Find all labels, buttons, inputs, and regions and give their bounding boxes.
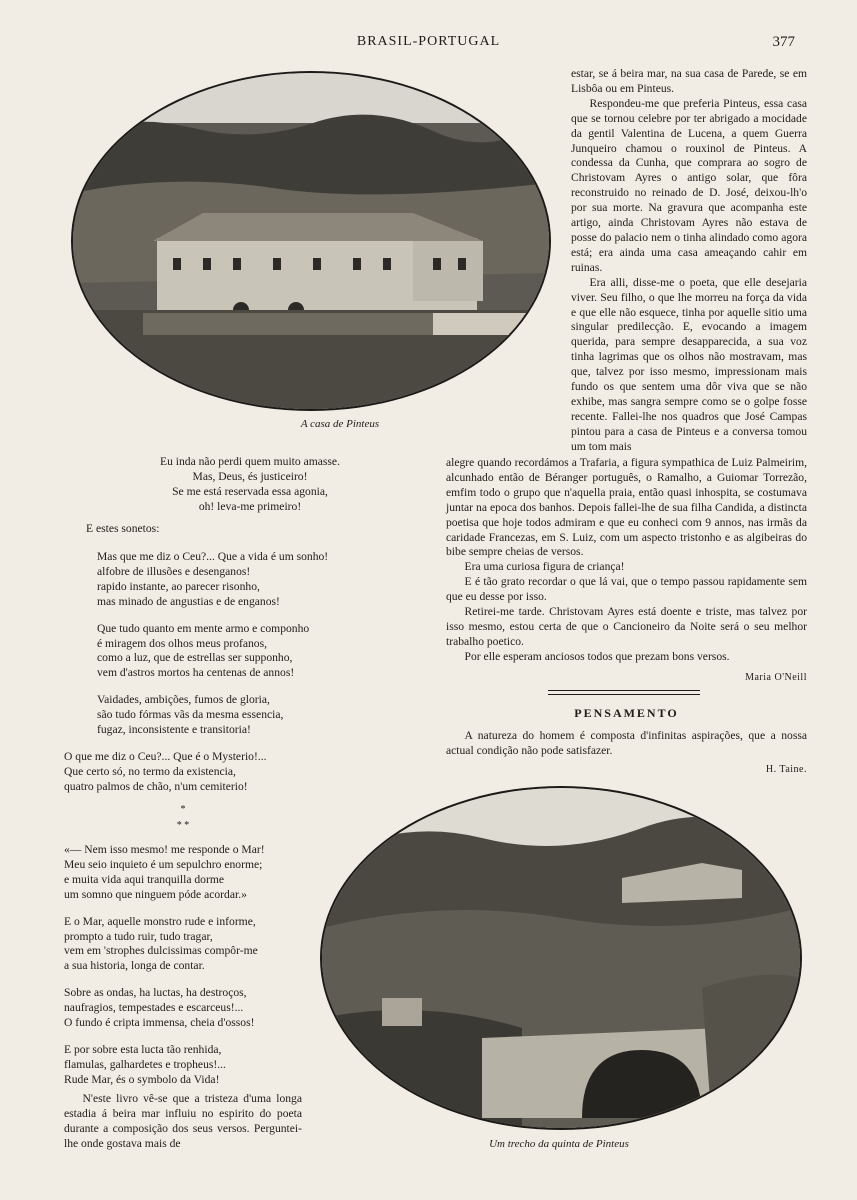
verse-line: prompto a tudo ruir, tudo tragar, — [64, 929, 213, 943]
verse-line: um somno que ninguem póde acordar.» — [64, 887, 247, 901]
paragraph: Era uma curiosa figura de criança! — [464, 560, 625, 574]
verse-line: Rude Mar, és o symbolo da Vida! — [64, 1072, 220, 1086]
poem-stanza — [64, 915, 324, 975]
verse-line: é miragem dos olhos meus profanos, — [97, 636, 268, 650]
paragraph: Por elle esperam anciosos todos que prezam bons versos. — [464, 649, 730, 663]
photo-quinta-de-pinteus — [320, 786, 802, 1130]
verse-line: e muita vida aqui tranquilla dorme — [64, 872, 225, 886]
verse-line: O fundo é cripta immensa, cheia d'ossos! — [64, 1016, 255, 1030]
sonnet-stanza — [64, 550, 404, 610]
verse-line: alfobre de illusões e desenganos! — [97, 564, 251, 578]
sonnet-stanza — [64, 693, 404, 738]
verse-line: Mas, Deus, és justiceiro! — [192, 469, 308, 483]
verse-line: Meu seio inquieto é um sepulchro enorme; — [64, 857, 263, 871]
figure-caption-bottom: Um trecho da quinta de Pinteus — [489, 1138, 629, 1150]
verse-line: E por sobre esta lucta tão renhida, — [64, 1042, 222, 1056]
poem-stanza — [64, 1043, 324, 1088]
verse-line: Se me está reservada essa agonia, — [172, 484, 328, 498]
separator-star: * * — [176, 820, 190, 831]
verse-line: vem d'astros mortos ha centenas de annos! — [97, 666, 295, 680]
verse-line: E o Mar, aquelle monstro rude e informe, — [64, 914, 256, 928]
verse-line: Mas que me diz o Ceu?... Que a vida é um sonho! — [97, 550, 329, 563]
running-header: BRASIL-PORTUGAL — [356, 34, 501, 49]
paragraph: E é tão grato recordar o que lá vai, que o tempo passou rapidamente sem que eu desse por isso. — [446, 575, 807, 604]
poem-stanza — [64, 843, 324, 903]
verse-line: oh! leva-me primeiro! — [198, 499, 302, 513]
sonnet-stanza — [64, 750, 404, 795]
pensamento-text: A natureza do homem é composta d'infinitas aspirações, que a nossa actual condição não pode satisfazer. — [446, 729, 807, 757]
sonnet-stanza — [64, 622, 404, 682]
verse-line: são tudo fórmas vãs da mesma essencia, — [97, 708, 284, 722]
verse-line: Sobre as ondas, ha luctas, ha destroços, — [64, 986, 247, 1000]
verse-line: rapido instante, ao parecer risonho, — [97, 579, 260, 593]
paragraph: Era alli, disse-me o poeta, que elle desejaria viver. Seu filho, o que lhe morreu na força da vida e que elle não esquece, tinha por aquelle sitio uma singular predilecção. E, evocando a imagem querida, para sempre desapparecida, a sua voz tinha lagrimas que os olhos não mostravam, mas que, talvez por isso mesmo, impressionam mais fundo os que sentem uma dôr viva que se não exhibe, mas sangra sempre como se o golpe fosse recente. Fallei-lhe nos quadros que José Campas pintou para a casa de Pinteus e a conversa tomou um tom mais — [571, 275, 807, 453]
sonnets-intro: E estes sonetos: — [86, 522, 160, 535]
sea-poem — [64, 843, 324, 1100]
divider-rule — [548, 690, 700, 691]
pensamento-title: PENSAMENTO — [574, 706, 679, 720]
pensamento-block — [446, 729, 807, 778]
verse-line: O que me diz o Ceu?... Que é o Mysterio!... — [64, 749, 267, 763]
verse-line: flamulas, galhardetes e tropheus!... — [64, 1057, 226, 1071]
sonnet — [64, 550, 404, 807]
poem-stanza — [64, 986, 324, 1031]
verse-line: Vaidades, ambições, fumos de gloria, — [97, 693, 270, 707]
verse-line: quatro palmos de chão, n'um cemiterio! — [64, 779, 248, 793]
article-wide-block — [446, 456, 807, 686]
verse-line: naufragios, tempestades e escarceus!... — [64, 1001, 244, 1015]
paragraph: Respondeu-me que preferia Pinteus, essa casa que se tornou celebre por ter abrigado a mocidade da gentil Valentina de Lucena, a quem Guerra Junqueiro chamou o rouxinol de Pinteus. A condessa da Cunha, que comprara ao sogro de Christovam Ayres o antigo solar, que fôra reconstruido no reinado de D. José, deixou-lh'o por sua morte. Na gravura que acompanha este artigo, ainda Christovam Ayres não estava de posse do palacio nem o tinha alindado como agora está; era ainda uma casa ameaçando cahir em ruinas. — [571, 96, 807, 274]
paragraph: alegre quando recordámos a Trafaria, a figura sympathica de Luiz Palmeirim, alcunhado então de Béranger português, o Ramalho, a Guiomar Torrezão, emfim todo o grupo que n'aquella praia, então quasi inhospita, se costumava juntar na epoca dos banhos. Depois fallei-lhe de sua filha Candida, a distincta poetisa que hoje todos admiram e que eu conheci com 9 annos, nas irmãs da caridade Francezas, em S. Luiz, com um aspecto tristonho e as algibeiras do bibe sempre cheias de versos. — [446, 456, 807, 559]
verse-line: Eu inda não perdi quem muito amasse. — [160, 455, 340, 468]
paragraph: Retirei-me tarde. Christovam Ayres está doente e triste, mas talvez por isso mesmo, estou certa de que o Cancioneiro da Noite será o seu melhor trabalho poetico. — [446, 605, 807, 648]
separator-star: * — [180, 804, 186, 815]
verse-line: Que certo só, no termo da existencia, — [64, 764, 236, 778]
verse-line: como a luz, que de estrellas ser supponho, — [97, 651, 293, 665]
divider-rule — [548, 694, 700, 695]
verse-line: mas minado de angustias e de enganos! — [97, 594, 280, 608]
verse-line: Que tudo quanto em mente armo e componho — [97, 621, 310, 635]
pensamento-author: H. Taine. — [765, 763, 807, 775]
verse-line: vem em 'strophes dulcissimas compôr-me — [64, 944, 258, 958]
verse-line: a sua historia, longa de contar. — [64, 959, 205, 973]
poem-stanza — [120, 455, 380, 515]
paragraph: estar, se á beira mar, na sua casa de Parede, se em Lisbôa ou em Pinteus. — [571, 67, 807, 95]
page-number: 377 — [772, 34, 795, 50]
verse-line: «— Nem isso mesmo! me responde o Mar! — [64, 843, 265, 856]
verse-line: fugaz, inconsistente e transitoria! — [97, 723, 251, 737]
author-signature: Maria O'Neill — [745, 671, 807, 683]
photo-casa-de-pinteus — [71, 71, 551, 411]
article-right-column — [571, 67, 807, 455]
closing-paragraph — [64, 1092, 302, 1152]
section-separator — [120, 802, 246, 834]
paragraph: N'este livro vê-se que a tristeza d'uma longa estadia á beira mar influiu no espirito do poeta durante a composição dos seus versos. Perguntei-lhe onde gostava mais de — [64, 1092, 302, 1150]
figure-caption-top: A casa de Pinteus — [300, 418, 380, 430]
